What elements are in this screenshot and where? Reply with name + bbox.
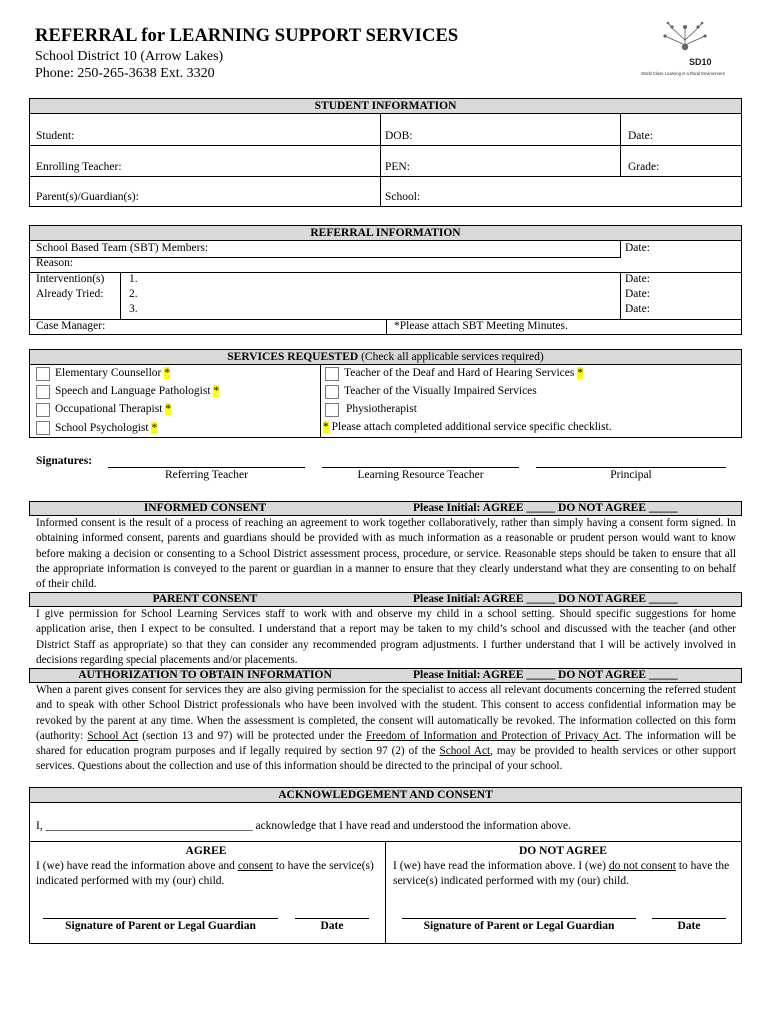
interventions-label: Intervention(s): [36, 273, 105, 285]
reason-field[interactable]: Reason:: [36, 257, 74, 269]
grade-field[interactable]: Grade:: [628, 161, 660, 173]
school-field[interactable]: School:: [385, 191, 421, 203]
service-occupational-therapist: Occupational Therapist *: [55, 403, 172, 415]
acknowledgement-line[interactable]: I, ____________________________________ acknowledge that I have read and understood the information above.: [36, 820, 571, 832]
referring-teacher-caption: Referring Teacher: [165, 469, 248, 481]
referral-information-section: [29, 225, 742, 335]
informed-consent-heading: INFORMED CONSENT: [143, 502, 267, 514]
student-field[interactable]: Student:: [36, 130, 75, 142]
service-deaf-hard-of-hearing: Teacher of the Deaf and Hard of Hearing Services *: [344, 367, 583, 379]
form-title: REFERRAL for LEARNING SUPPORT SERVICES: [35, 26, 459, 46]
enrolling-teacher-field[interactable]: Enrolling Teacher:: [36, 161, 122, 173]
disagree-guardian-signature-line[interactable]: [402, 918, 636, 919]
district-phone: Phone: 250-265-3638 Ext. 3320: [35, 66, 215, 81]
intervention-item[interactable]: 1.: [129, 273, 138, 285]
svg-text:SD10: SD10: [689, 57, 712, 67]
agree-column: [36, 844, 376, 889]
date-field[interactable]: Date:: [628, 130, 653, 142]
district-name: School District 10 (Arrow Lakes): [35, 49, 224, 64]
agree-signature-caption: Signature of Parent or Legal Guardian: [65, 920, 256, 932]
disagree-signature-caption: Signature of Parent or Legal Guardian: [423, 920, 615, 932]
dob-field[interactable]: DOB:: [385, 130, 413, 142]
pen-field[interactable]: PEN:: [385, 161, 410, 173]
sbt-date-field[interactable]: Date:: [625, 242, 650, 254]
sbt-minutes-note: *Please attach SBT Meeting Minutes.: [394, 320, 568, 332]
intervention-item[interactable]: 2.: [129, 288, 138, 300]
logo-caption: World Class Learning in a Rural Environment: [641, 71, 725, 76]
disagree-title: DO NOT AGREE: [519, 845, 607, 857]
parent-consent-text: I give permission for School Learning Services staff to work with and observe my child in a school setting. Should specific suggestions for home application arise, then I expect to be consulted. I understand that a report may be taken to my child’s school and discussed with the teacher (and other District Staff as appropriate) so that they can consider any recommended program adjustments. I further understand that I will be actively involved in decisions regarding special placements and/or placements.: [36, 608, 736, 666]
disagree-date-caption: Date: [677, 920, 701, 932]
signatures-label: Signatures:: [36, 455, 93, 467]
parent-consent-heading: PARENT CONSENT: [152, 593, 258, 605]
agree-date-caption: Date: [320, 920, 344, 932]
service-checkbox-visually-impaired[interactable]: [325, 385, 339, 399]
already-tried-label: Already Tried:: [36, 288, 104, 300]
parents-guardians-field[interactable]: Parent(s)/Guardian(s):: [36, 191, 139, 203]
disagree-text: I (we) have read the information above. I (we) do not consent to have the service(s) indicated performed with my (our) child.: [393, 860, 730, 887]
agree-text: I (we) have read the information above and consent to have the service(s) indicated performed with my (our) child.: [36, 860, 374, 887]
intervention-date-field[interactable]: Date:: [625, 288, 650, 300]
principal-signature-line[interactable]: [536, 467, 726, 468]
authorization-text: When a parent gives consent for services they are also giving permission for the specialist to access all relevant documents concerning the referred student and to speak with other School District professionals who have been involved with the student. This consent to access confidential information may be revoked by the parent at any time. When the assessment is completed, the consent will automatically be revoked. The information collected on this form (authority: School Act (section 13 and 97) will be protected under the Freedom of Information and Protection of Privacy Act. The information will be shared for education program purposes and if legally required by section 97 (2) of the School Act, may be provided to health services or other support services. Questions about the collection and use of this information should be directed to the principal of your school.: [36, 684, 737, 773]
authorization-initial[interactable]: Please Initial: AGREE _____ DO NOT AGREE _____: [413, 669, 678, 681]
service-checkbox-occupational-therapist[interactable]: [36, 403, 50, 417]
service-school-psychologist: School Psychologist *: [55, 422, 158, 434]
service-checklist-note: * Please attach completed additional service specific checklist.: [323, 421, 612, 433]
service-checkbox-school-psychologist[interactable]: [36, 421, 50, 435]
service-checkbox-elementary-counsellor[interactable]: [36, 367, 50, 381]
principal-caption: Principal: [610, 469, 652, 481]
student-information-section: [29, 98, 742, 207]
intervention-date-field[interactable]: Date:: [625, 273, 650, 285]
agree-title: AGREE: [185, 845, 227, 857]
intervention-date-field[interactable]: Date:: [625, 303, 650, 315]
authorization-heading: AUTHORIZATION TO OBTAIN INFORMATION: [78, 669, 332, 681]
disagree-column: [393, 844, 733, 889]
service-checkbox-speech-language[interactable]: [36, 385, 50, 399]
authorization-bar: [29, 668, 742, 683]
service-checkbox-deaf-hard-of-hearing[interactable]: [325, 367, 339, 381]
service-speech-language-pathologist: Speech and Language Pathologist *: [55, 385, 220, 397]
learning-resource-teacher-caption: Learning Resource Teacher: [357, 469, 484, 481]
informed-consent-initial[interactable]: Please Initial: AGREE _____ DO NOT AGREE _____: [413, 502, 678, 514]
agree-date-line[interactable]: [295, 918, 369, 919]
learning-resource-teacher-signature-line[interactable]: [322, 467, 519, 468]
informed-consent-bar: [29, 501, 742, 516]
service-elementary-counsellor: Elementary Counsellor *: [55, 367, 170, 379]
service-visually-impaired: Teacher of the Visually Impaired Services: [344, 385, 537, 397]
intervention-item[interactable]: 3.: [129, 303, 138, 315]
referral-information-heading: REFERRAL INFORMATION: [30, 226, 741, 241]
parent-consent-initial[interactable]: Please Initial: AGREE _____ DO NOT AGREE _____: [413, 593, 678, 605]
services-requested-heading: SERVICES REQUESTED (Check all applicable services required): [30, 350, 741, 365]
sbt-members-field[interactable]: School Based Team (SBT) Members:: [36, 242, 209, 254]
parent-consent-bar: [29, 592, 742, 607]
student-information-heading: STUDENT INFORMATION: [30, 99, 741, 114]
informed-consent-text: Informed consent is the result of a process of reaching an agreement to work together collaboratively, rather than simply having a consent form signed. In obtaining informed consent, parents and guardians should be provided with as much information as a reasonable or prudent person would want to know before making a decision or consenting to a School District assessment process, procedure, or service. Reasonable steps should be taken to ensure that all the appropriate information is conveyed to the parent or guardian in a manner to ensure that they clearly understand what they are consenting to on behalf of their child.: [36, 517, 736, 591]
case-manager-field[interactable]: Case Manager:: [36, 320, 106, 332]
service-checkbox-physiotherapist[interactable]: [325, 403, 339, 417]
disagree-date-line[interactable]: [652, 918, 726, 919]
agree-guardian-signature-line[interactable]: [43, 918, 278, 919]
referring-teacher-signature-line[interactable]: [108, 467, 305, 468]
acknowledgement-heading: ACKNOWLEDGEMENT AND CONSENT: [30, 788, 741, 803]
service-physiotherapist: Physiotherapist: [346, 403, 417, 415]
